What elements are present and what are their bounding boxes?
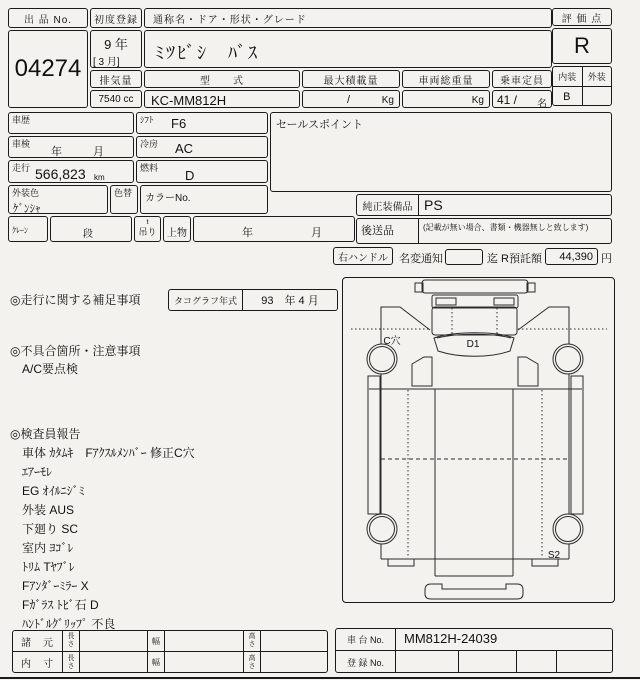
capacity-cell bbox=[492, 90, 552, 108]
auction-no-value: 04274 bbox=[14, 55, 82, 82]
reg-no-cell-4 bbox=[557, 651, 612, 673]
name-change-field bbox=[445, 249, 483, 265]
cab-panel bbox=[432, 295, 518, 308]
inspector-report-line: 室内 ﾖｺﾞﾚ bbox=[22, 541, 74, 555]
spec-length-value bbox=[80, 631, 148, 651]
inspector-report-line: ｴｱｰﾓﾚ bbox=[22, 465, 53, 479]
sales-point-label: セールスポイント bbox=[276, 119, 364, 131]
first-registration-cell bbox=[90, 30, 142, 68]
gross-weight-header: 車両総重量 bbox=[402, 70, 490, 88]
body-label: 上物 bbox=[167, 228, 187, 239]
deposit-label: R預託額 bbox=[501, 253, 542, 265]
right-side-rail bbox=[571, 376, 583, 514]
inspection-cell bbox=[8, 136, 134, 158]
made-label: 迄 bbox=[487, 253, 498, 265]
vehicle-name-cell bbox=[144, 30, 552, 68]
damage-label-s2: S2 bbox=[547, 550, 561, 561]
gross-weight-cell bbox=[402, 90, 490, 108]
max-load-header: 最大積載量 bbox=[302, 70, 400, 88]
later-items-row bbox=[356, 218, 612, 244]
front-left-wheel bbox=[367, 344, 397, 374]
crane-lift-cell bbox=[134, 216, 161, 242]
mileage-note-title: ◎走行に関する補足事項 bbox=[10, 293, 141, 307]
history-label: 車歴 bbox=[12, 115, 31, 125]
shift-value: F6 bbox=[171, 116, 187, 131]
gross-weight-unit: Kg bbox=[471, 95, 484, 106]
vehicle-name-header: 通称名・ドア・形状・グレード bbox=[144, 8, 552, 28]
hood bbox=[432, 307, 517, 335]
reg-no-cell-3 bbox=[517, 651, 557, 673]
history-cell bbox=[8, 112, 134, 134]
exterior-color-value: ｹﾞﾝｼｬ bbox=[13, 203, 41, 215]
fuel-value: D bbox=[185, 168, 195, 183]
capacity-value: 41 / bbox=[497, 93, 518, 107]
vehicle-name-value: ﾐﾂﾋﾞｼ ﾊﾞｽ bbox=[155, 43, 259, 63]
spec-height-value bbox=[261, 631, 327, 651]
exterior-color-label: 外装色 bbox=[12, 188, 40, 198]
displacement-header: 排気量 bbox=[90, 70, 142, 88]
interior-header: 内装 bbox=[553, 67, 583, 86]
first-registration-month: [ 3 月] bbox=[93, 57, 120, 68]
cab-light-left bbox=[436, 298, 456, 305]
bottom-rule bbox=[0, 677, 640, 679]
spec-width-label: 幅 bbox=[148, 631, 165, 651]
crane-lift-t: t bbox=[146, 219, 149, 226]
spec-length-label: 長さ bbox=[67, 633, 75, 648]
mileage-value: 566,823 bbox=[35, 166, 86, 182]
crane-label: ｸﾚｰﾝ bbox=[12, 226, 28, 235]
cooling-label: 冷房 bbox=[140, 139, 159, 149]
inspector-report-list bbox=[22, 444, 322, 634]
damage-label-c-hole: C穴 bbox=[383, 336, 401, 347]
spec-width-value bbox=[165, 631, 244, 651]
displacement-cell bbox=[90, 90, 142, 108]
tachograph-label: タコグラフ年式 bbox=[169, 290, 243, 310]
inspection-value: 年 月 bbox=[51, 146, 114, 158]
inspector-report-line: ﾊﾝﾄﾞﾙｸﾞﾘｯﾌﾟ 不良 bbox=[22, 617, 116, 631]
defects-title: ◎不具合箇所・注意事項 bbox=[10, 344, 141, 358]
later-items-note: (記載が無い場合、書類・機器無しと致します) bbox=[423, 223, 589, 232]
left-side-rail bbox=[368, 376, 380, 514]
inspector-report-line: 外装 AUS bbox=[22, 503, 75, 517]
interior-exterior-table bbox=[552, 66, 612, 106]
rear-bumper bbox=[425, 584, 523, 599]
left-step bbox=[412, 357, 432, 386]
inspection-label: 車検 bbox=[12, 139, 31, 149]
body-cell bbox=[163, 216, 191, 242]
fuel-cell bbox=[136, 160, 268, 183]
mileage-cell bbox=[8, 160, 134, 183]
inner-width-value bbox=[165, 652, 244, 673]
grade-header: 評 価 点 bbox=[552, 8, 612, 26]
capacity-header: 乗車定員 bbox=[492, 70, 552, 88]
inspector-report-line: 車体 ｶﾀﾑｷ Fｱｸｽﾙﾒﾝﾊﾞｰ 修正C穴 bbox=[22, 446, 195, 460]
reg-no-cell-2 bbox=[459, 651, 517, 673]
crane-stage-cell bbox=[50, 216, 132, 242]
body-date-cell bbox=[193, 216, 355, 242]
grade-cell bbox=[552, 28, 612, 64]
rear-left-wheel bbox=[367, 514, 397, 544]
first-registration-header: 初度登録 bbox=[90, 8, 142, 28]
grade-value: R bbox=[574, 33, 590, 58]
chassis-no-value: MM812H-24039 bbox=[404, 631, 498, 646]
body-date-value: 年 月 bbox=[242, 227, 334, 239]
exterior-grade bbox=[583, 87, 612, 106]
mileage-unit: km bbox=[94, 173, 105, 182]
right-step bbox=[518, 357, 538, 386]
auction-no-cell bbox=[8, 30, 88, 108]
color-no-cell bbox=[140, 185, 268, 214]
model-header: 型 式 bbox=[144, 70, 300, 88]
interior-grade: B bbox=[553, 87, 583, 106]
front-right-wheel bbox=[553, 344, 583, 374]
name-change-label: 名変通知 bbox=[399, 253, 443, 265]
vehicle-top-view-diagram bbox=[343, 278, 614, 602]
auction-no-header: 出 品 No. bbox=[8, 8, 88, 28]
max-load-cell bbox=[302, 90, 400, 108]
deposit-amount: 44,390 bbox=[559, 251, 593, 263]
mileage-label: 走行 bbox=[12, 163, 31, 173]
handle-badge: 右ハンドル bbox=[333, 247, 393, 265]
model-value: KC-MM812H bbox=[151, 93, 227, 108]
front-bumper bbox=[422, 280, 528, 293]
shift-label: ｼﾌﾄ bbox=[140, 115, 154, 125]
inner-length-value bbox=[80, 652, 148, 673]
exterior-header: 外装 bbox=[587, 72, 606, 82]
first-registration-year: 9 年 bbox=[104, 37, 128, 52]
sales-point-box bbox=[270, 112, 612, 192]
cooling-value: AC bbox=[175, 141, 194, 156]
model-cell bbox=[144, 90, 300, 108]
inner-row-label: 内 寸 bbox=[13, 652, 63, 673]
displacement-value: 7540 cc bbox=[98, 94, 134, 105]
color-change-label: 色替 bbox=[114, 188, 133, 198]
inner-width-label: 幅 bbox=[148, 652, 165, 673]
capacity-unit: 名 bbox=[537, 99, 547, 110]
inner-length-label: 長さ bbox=[67, 654, 75, 670]
spec-height-label: 高さ bbox=[248, 633, 256, 648]
tachograph-value: 93 年 4 月 bbox=[261, 295, 319, 307]
deposit-amount-field bbox=[545, 248, 598, 265]
crane-cell bbox=[8, 216, 48, 242]
damage-label-d1: D1 bbox=[466, 339, 480, 350]
max-load-value: / bbox=[347, 94, 351, 106]
later-items-label: 後送品 bbox=[357, 219, 419, 243]
exterior-color-cell bbox=[8, 185, 108, 214]
color-no-label: カラーNo. bbox=[145, 193, 191, 204]
inspector-report-line: Fｶﾞﾗｽ ﾄﾋﾞ石 D bbox=[22, 598, 99, 612]
max-load-unit: Kg bbox=[381, 95, 394, 106]
yen-label: 円 bbox=[601, 253, 612, 265]
inner-height-label: 高さ bbox=[248, 654, 256, 670]
vehicle-diagram-box bbox=[342, 277, 615, 603]
crane-stage-label: 段 bbox=[83, 229, 93, 240]
oem-equipment-value: PS bbox=[424, 197, 443, 213]
dimensions-table bbox=[12, 630, 328, 673]
inspector-report-line: EG ｵｲﾙﾆｼﾞﾐ bbox=[22, 484, 85, 498]
defects-line: A/C要点検 bbox=[22, 362, 79, 376]
chassis-no-label: 車 台 No. bbox=[336, 629, 396, 650]
shift-cell bbox=[136, 112, 268, 134]
reg-no-cell-1 bbox=[396, 651, 459, 673]
tachograph-box bbox=[168, 289, 338, 311]
spec-row-label: 諸 元 bbox=[13, 631, 63, 651]
inspector-report-title: ◎検査員報告 bbox=[10, 427, 81, 441]
inspector-report-line: Fｱﾝﾀﾞｰﾐﾗｰ X bbox=[22, 579, 89, 593]
chassis-table bbox=[335, 628, 613, 673]
inspector-report-line: 下廻り SC bbox=[22, 522, 79, 536]
inspector-report-line: ﾄﾘﾑ Tﾔﾌﾞﾚ bbox=[22, 560, 75, 574]
rear-right-wheel bbox=[553, 514, 583, 544]
reg-no-label: 登 録 No. bbox=[336, 651, 396, 673]
oem-equipment-row bbox=[356, 194, 612, 216]
cooling-cell bbox=[136, 136, 268, 158]
inner-height-value bbox=[261, 652, 327, 673]
cab-light-right bbox=[494, 298, 514, 305]
color-change-cell bbox=[110, 185, 138, 214]
crane-lift-label: 吊り bbox=[138, 227, 157, 237]
oem-equipment-label: 純正装備品 bbox=[357, 195, 419, 215]
fuel-label: 燃料 bbox=[140, 163, 159, 173]
